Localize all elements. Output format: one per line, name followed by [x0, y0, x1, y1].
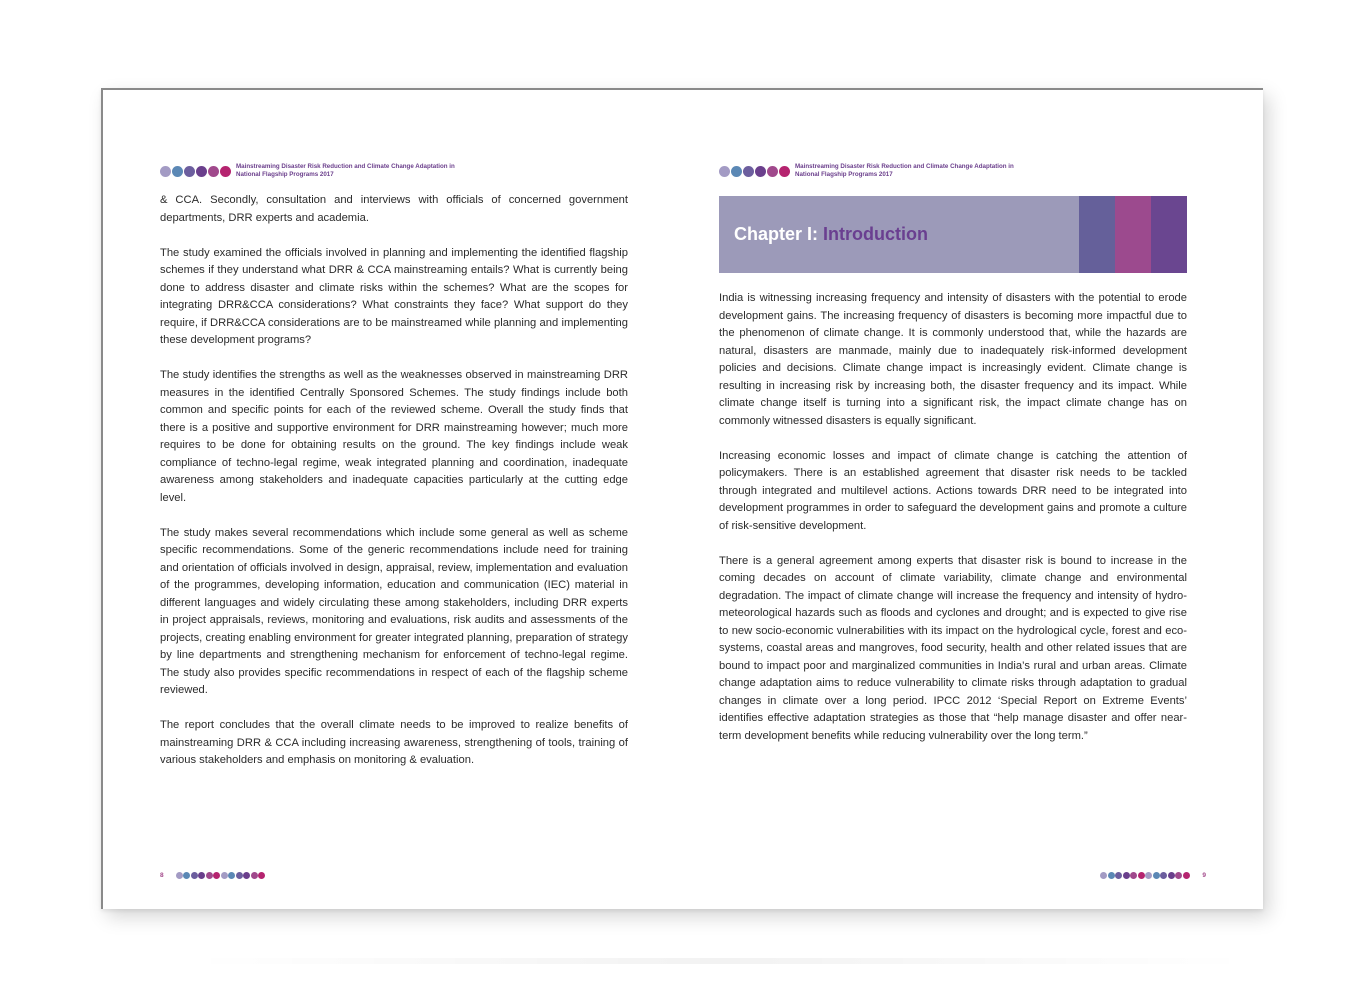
body-text [719, 290, 1187, 763]
decor-dot [191, 872, 198, 879]
page-footer [1100, 872, 1206, 879]
header-dots [719, 166, 791, 177]
chapter-heading [719, 196, 1079, 273]
header-title-line1: Mainstreaming Disaster Risk Reduction and Climate Change Adaptation in [236, 163, 455, 170]
decor-dot [1115, 872, 1122, 879]
decor-dot [1145, 872, 1152, 879]
paragraph: The study identifies the strengths as well as the weaknesses observed in mainstreaming DRR measures in the identified Centrally Sponsored Schemes. The study findings include both common and specific points for each of the reviewed scheme. Overall the study finds that there is a positive and supportive environment for DRR mainstreaming however; much more requires to be done for obtaining results on the ground. The key findings include weak compliance of techno-legal regime, weak integrated planning and coordination, inadequate awareness among stakeholders and inadequate capacities particularly at the cutting edge level. [160, 369, 628, 504]
decor-dot [767, 166, 778, 177]
footer-dots [176, 872, 266, 879]
decor-dot [196, 166, 207, 177]
decor-dot [176, 872, 183, 879]
body-text [160, 192, 628, 787]
decor-dot [779, 166, 790, 177]
paragraph: The report concludes that the overall climate needs to be improved to realize benefits of mainstreaming DRR & CCA including increasing awareness, strengthening of tools, training of various stakeholders and emphasis on monitoring & evaluation. [160, 719, 628, 766]
decor-dot [221, 872, 228, 879]
decor-dot [1160, 872, 1167, 879]
decor-dot [236, 872, 243, 879]
decor-dot [1123, 872, 1130, 879]
header-title-line2: National Flagship Programs 2017 [795, 171, 893, 178]
header-title [236, 163, 496, 179]
decor-dot [206, 872, 213, 879]
decor-dot [220, 166, 231, 177]
paragraph: India is witnessing increasing frequency and intensity of disasters with the potential to erode development gains. The increasing frequency of disasters is becoming more impactful due to the phenomenon of climate change. It is commonly understood that, while the hazards are natural, disasters are manmade, mainly due to inadequately risk-informed development policies and decisions. Climate change impact is increasingly evident. Climate change is resulting in increasing risk by increasing both, the disaster frequency and its impact. While climate change itself is turning into a significant risk, the impact climate change has on commonly witnessed disasters is equally significant. [719, 292, 1187, 427]
book-shadow [190, 958, 1250, 964]
running-header [719, 162, 1055, 180]
decor-dot [1168, 872, 1175, 879]
decor-dot [1108, 872, 1115, 879]
chapter-banner [719, 196, 1187, 273]
decor-dot [243, 872, 250, 879]
chapter-label: Chapter I: [734, 224, 819, 244]
banner-stripe [1151, 196, 1187, 273]
header-title [795, 163, 1055, 179]
paragraph: There is a general agreement among experts that disaster risk is bound to increase in the coming decades on account of climate variability, climate change and environmental degradation. The impact of climate change will increase the frequency and intensity of hydro-meteorological hazards such as floods and cyclones and drought; and is expected to give rise to new socio-economic vulnerabilities with its impact on the hydrological cycle, forest and eco-systems, coastal areas and mangroves, food security, health and other related issues that are bound to impact poor and marginalized communities in India’s rural and urban areas. Climate change adaptation aims to reduce vulnerability to climate risks through adaptation to gradual changes in climate over a long period. IPCC 2012 ‘Special Report on Extreme Events’ identifies effective adaptation strategies as those that “help manage disaster and offer near-term development benefits while reducing vulnerability over the long term.” [719, 554, 1187, 742]
banner-stripe [1079, 196, 1115, 273]
decor-dot [731, 166, 742, 177]
decor-dot [172, 166, 183, 177]
header-title-line2: National Flagship Programs 2017 [236, 171, 334, 178]
page-number: 9 [1202, 872, 1206, 879]
decor-dot [1175, 872, 1182, 879]
page-number: 8 [160, 872, 164, 879]
right-page [683, 90, 1263, 909]
decor-dot [198, 872, 205, 879]
decor-dot [208, 166, 219, 177]
decor-dot [213, 872, 220, 879]
decor-dot [228, 872, 235, 879]
decor-dot [1130, 872, 1137, 879]
page-footer [160, 872, 266, 879]
decor-dot [160, 166, 171, 177]
running-header [160, 162, 496, 180]
paragraph: The study examined the officials involved in planning and implementing the identified flagship schemes if they understand what DRR & CCA mainstreaming entails? What is currently being done to address disaster and climate risks within the schemes? What are the scopes for integrating DRR&CCA considerations? What constraints they face? What support do they require, if DRR&CCA considerations are to be mainstreamed while planning and implementing these development programs? [160, 246, 628, 346]
decor-dot [719, 166, 730, 177]
decor-dot [755, 166, 766, 177]
decor-dot [1100, 872, 1107, 879]
decor-dot [183, 872, 190, 879]
paragraph: & CCA. Secondly, consultation and interviews with officials of concerned government departments, DRR experts and academia. [160, 194, 628, 224]
decor-dot [258, 872, 265, 879]
banner-stripe [1115, 196, 1151, 273]
header-dots [160, 166, 232, 177]
left-page [103, 90, 683, 909]
paragraph: The study makes several recommendations which include some general as well as scheme specific recommendations. Some of the generic recommendations include need for training and orientation of officials involved in design, appraisal, review, implementation and evaluation of the programmes, developing information, education and communication (IEC) material in different languages and widely circulating these among stakeholders, including DRR experts in project appraisals, reviews, monitoring and evaluations, risk audits and assessments of the projects, creating enabling environment for greater integrated planning, preparation of strategy by line departments and strengthening mechanism for enforcement of techno-legal regime. The study also provides specific recommendations in respect of each of the flagship scheme reviewed. [160, 526, 628, 696]
paragraph: Increasing economic losses and impact of climate change is catching the attention of policymakers. There is an established agreement that disaster risk needs to be tackled through integrated and multilevel actions. Actions towards DRR need to be integrated into development programmes in order to safeguard the development gains and promote a culture of risk-sensitive development. [719, 449, 1187, 532]
footer-dots [1100, 872, 1190, 879]
decor-dot [1183, 872, 1190, 879]
decor-dot [251, 872, 258, 879]
decor-dot [1153, 872, 1160, 879]
decor-dot [184, 166, 195, 177]
decor-dot [743, 166, 754, 177]
chapter-title: Introduction [823, 224, 928, 244]
decor-dot [1138, 872, 1145, 879]
header-title-line1: Mainstreaming Disaster Risk Reduction and Climate Change Adaptation in [795, 163, 1014, 170]
book-spread [101, 88, 1263, 909]
